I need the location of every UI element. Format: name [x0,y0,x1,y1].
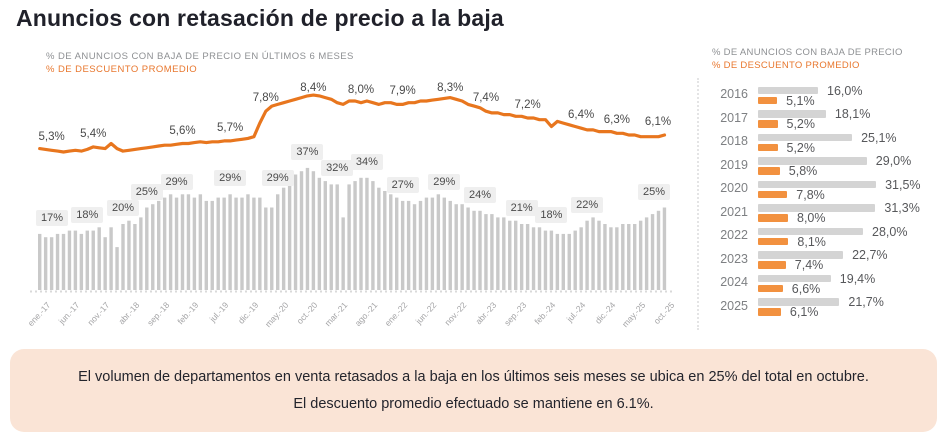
volume-bar [544,231,547,290]
bar-value-chip: 20% [107,200,139,216]
summary-callout [10,349,937,432]
volume-bar [62,234,65,290]
volume-bar [44,237,47,290]
volume-bar [175,198,178,290]
volume-bar [246,194,249,290]
volume-bar [211,201,214,290]
x-tick-label: may.-20 [262,300,291,330]
volume-bar [68,231,71,290]
volume-bar [466,208,469,291]
bar-value-chip: 18% [71,207,103,223]
year-discount-bar [758,167,780,175]
volume-bar [205,201,208,290]
year-bar-line [758,305,884,319]
x-tick-label: feb.-19 [175,300,201,327]
volume-bar [496,217,499,290]
volume-bar [443,198,446,290]
volume-bar [145,208,148,291]
bar-value-chip: 37% [291,144,323,160]
year-row [712,248,942,272]
year-share-bar-value: 25,1% [861,130,897,145]
year-discount-bar-value: 7,4% [794,258,824,272]
volume-bar [86,231,89,290]
volume-bar [234,198,237,290]
volume-bar [252,198,255,290]
volume-bar [121,224,124,290]
year-discount-bar [758,120,778,128]
volume-bar [282,188,285,290]
x-tick-label: oct.-20 [295,300,320,327]
year-bar-line [758,258,888,272]
volume-bar [633,224,636,290]
line-value-label: 6,4% [568,109,595,122]
volume-bar [413,204,416,290]
year-row [712,130,942,155]
volume-bar [193,198,196,290]
volume-bar [371,181,374,290]
year-row [712,177,942,202]
volume-bar [389,194,392,290]
line-value-label: 8,0% [347,83,375,96]
legend-line-label: % DE DESCUENTO PROMEDIO [46,64,198,75]
line-value-label: 7,9% [389,85,416,98]
panel-divider [697,78,699,330]
year-row [712,83,942,108]
year-row [712,271,942,296]
volume-bar [276,194,279,290]
year-share-bar-value: 31,3% [884,201,920,215]
volume-bar [568,234,571,290]
year-bar-line [758,177,921,192]
volume-bar [431,198,434,290]
year-bar-line [758,281,875,296]
bar-value-chip: 29% [262,170,294,186]
year-discount-bar-value: 8,0% [797,211,826,225]
volume-bar [585,221,588,290]
volume-bar [502,217,505,290]
volume-bar [139,217,142,290]
year-label: 2020 [720,181,748,195]
line-value-label: 7,4% [472,92,500,105]
volume-bar [359,178,362,290]
volume-bar [603,224,606,290]
year-bar-group [758,201,920,225]
main-chart-legend [46,50,354,76]
year-share-bar-value: 19,4% [839,271,876,286]
volume-bar [514,221,517,290]
year-bar-line [758,117,870,131]
volume-bar [455,204,458,290]
year-bar-line [758,187,921,202]
x-tick-label: jun.-17 [57,300,82,327]
year-discount-bar-value: 7,8% [796,187,825,202]
year-bar-line [758,164,911,178]
volume-bar [425,198,428,290]
year-bar-line [758,140,897,155]
volume-bar [98,227,101,290]
x-tick-label: ene.-22 [382,300,410,329]
year-label: 2024 [720,275,748,289]
volume-bar [300,171,303,290]
volume-bar [318,178,321,290]
volume-bar [270,208,273,291]
side-panel-legend [712,46,942,72]
line-value-label: 8,4% [300,82,327,94]
bar-value-chip: 25% [638,184,670,200]
volume-bar [407,201,410,290]
volume-bar [306,168,309,290]
discount-line [40,95,665,152]
volume-bar [615,227,618,290]
volume-bar [217,198,220,290]
year-bar-line [758,211,920,225]
line-value-label: 6,3% [603,114,630,127]
bar-value-chip: 34% [351,154,383,170]
bar-value-chip: 32% [321,160,353,176]
bar-value-chip: 17% [36,210,68,226]
volume-bar [187,194,190,290]
volume-bar [92,231,95,290]
year-share-bar-value: 18,1% [834,107,871,121]
volume-bar [133,224,136,290]
year-bar-line [758,234,907,249]
volume-bar [574,231,577,290]
bar-value-chip: 27% [387,177,419,193]
callout-line-2: El descuento promedio efectuado se mantiene en 6.1%. [293,396,654,412]
year-row [712,107,942,131]
volume-bar [312,171,315,290]
volume-bar [74,231,77,290]
year-discount-bar [758,261,786,269]
line-value-label: 7,8% [252,92,279,105]
volume-bar [163,198,166,290]
volume-bar [50,237,53,290]
year-discount-bar-value: 8,1% [797,234,826,249]
year-discount-bar [758,308,781,316]
line-value-label: 8,3% [437,82,464,94]
volume-bar [526,224,529,290]
year-discount-bar-value: 5,2% [786,117,815,131]
year-discount-bar [758,191,787,199]
year-label: 2019 [720,157,748,172]
volume-bar [365,178,368,290]
bar-value-chip: 18% [535,207,567,223]
x-tick-label: abr.-23 [473,300,499,327]
volume-bar [288,181,291,290]
volume-bar [460,204,463,290]
volume-bar [663,208,666,291]
bar-value-chip: 29% [428,174,460,190]
volume-bar [538,227,541,290]
year-share-bar-value: 16,0% [827,83,863,98]
year-bar-group [758,130,897,155]
year-share-bar-value: 22,7% [852,248,888,262]
year-discount-bar [758,285,783,293]
x-tick-label: dic.-19 [235,300,261,326]
volume-bar [353,181,356,290]
year-discount-bar-value: 5,1% [786,93,815,108]
page-title: Anuncios con retasación de precio a la baja [16,5,504,31]
line-value-label: 7,2% [514,99,541,111]
volume-bar [258,198,261,290]
volume-bar [657,211,660,290]
volume-bar [377,188,380,290]
volume-bar [591,217,594,290]
x-tick-label: dic.-24 [592,300,618,326]
year-bar-group [758,224,908,249]
x-tick-label: jul.-19 [207,300,231,324]
volume-bar [336,184,339,290]
year-share-bar-value: 31,5% [885,177,921,192]
year-share-bar-value: 21,7% [848,295,884,309]
year-bar-line [758,154,912,168]
volume-bar [222,198,225,290]
volume-bar [324,181,327,290]
volume-bar [228,194,231,290]
volume-bar [240,198,243,290]
yearly-bars [712,83,942,319]
x-tick-label: ene.-17 [25,300,53,329]
year-bar-line [758,130,897,145]
volume-bar [169,194,172,290]
volume-bar [341,217,344,290]
line-value-label: 5,4% [80,127,107,140]
volume-bar [472,211,475,290]
year-bar-line [758,224,908,239]
x-tick-label: oct.-25 [652,300,677,327]
volume-bar [127,221,130,290]
volume-bar [56,234,59,290]
year-bar-group [758,295,884,319]
year-label: 2022 [720,228,748,242]
volume-bar [264,208,267,291]
volume-bar [651,214,654,290]
yearly-summary-panel [712,46,942,321]
volume-bar [181,194,184,290]
year-discount-bar [758,97,777,105]
year-label: 2018 [720,134,748,148]
year-share-bar-value: 29,0% [875,154,912,168]
year-row [712,224,942,249]
year-bar-group [758,177,921,202]
year-discount-bar [758,144,778,152]
volume-bar [556,234,559,290]
year-bar-group [758,271,876,296]
year-label: 2017 [720,110,748,125]
volume-bar [151,204,154,290]
volume-bar [294,175,297,291]
year-label: 2021 [720,204,748,219]
year-row [712,201,942,225]
volume-bar [38,234,41,290]
bar-value-chip: 25% [131,184,163,200]
x-tick-label: nov.-17 [85,300,112,328]
volume-bar [419,201,422,290]
volume-bar [627,224,630,290]
volume-bar [383,191,386,290]
x-tick-label: may.-25 [619,300,648,330]
year-bar-line [758,93,862,108]
x-tick-label: mar.-21 [322,300,350,329]
volume-bar [109,227,112,290]
bar-value-chip: 29% [214,170,246,186]
year-bar-group [758,154,912,178]
year-bar-group [758,107,871,131]
volume-bar [508,221,511,290]
volume-bar [621,224,624,290]
year-share-bar-value: 28,0% [872,224,908,239]
x-tick-label: sep.-23 [501,300,529,328]
volume-bar [609,227,612,290]
price-drop-monthly-chart [25,80,677,345]
year-bar-line [758,201,920,215]
year-discount-bar-value: 6,6% [791,281,821,296]
volume-bar [330,184,333,290]
bar-value-chip: 21% [506,200,538,216]
volume-bar [550,231,553,290]
volume-bar [597,221,600,290]
bar-value-chip: 29% [161,174,193,190]
bar-value-chip: 24% [464,187,496,203]
volume-bar [157,201,160,290]
year-discount-bar-value: 6,1% [789,305,819,319]
year-label: 2016 [720,87,748,101]
volume-bar [490,214,493,290]
x-tick-label: abr.-18 [116,300,142,327]
x-tick-label: nov.-22 [442,300,469,328]
volume-bar [645,217,648,290]
side-legend-line-label: % DE DESCUENTO PROMEDIO [712,60,860,71]
volume-bar [520,224,523,290]
volume-bar [449,201,452,290]
year-bar-group [758,83,863,108]
year-discount-bar [758,214,788,222]
year-row [712,295,942,319]
volume-bar [639,221,642,290]
volume-bar [401,201,404,290]
volume-bar [532,227,535,290]
year-row [712,154,942,178]
year-label: 2023 [720,251,748,266]
volume-bar [199,194,202,290]
volume-bar [103,237,106,290]
x-tick-label: feb.-24 [532,300,558,327]
volume-bar [395,198,398,290]
side-legend-bars-label: % DE ANUNCIOS CON BAJA DE PRECIO [712,47,903,58]
year-bar-line [758,295,884,309]
volume-bar [437,194,440,290]
year-discount-bar-value: 5,2% [786,140,815,155]
year-discount-bar [758,238,788,246]
bar-value-chip: 22% [571,197,603,213]
line-value-label: 5,7% [216,121,244,134]
line-value-label: 5,6% [169,124,196,137]
year-bar-group [758,248,888,272]
volume-bar [478,211,481,290]
x-tick-label: jul.-24 [564,300,588,324]
year-discount-bar-value: 5,8% [788,164,818,178]
x-tick-label: ago.-21 [352,300,380,329]
callout-line-1: El volumen de departamentos en venta retasados a la baja en los últimos seis meses se ubica en 25% del total en octubre. [78,369,869,385]
year-label: 2025 [720,298,748,313]
line-value-label: 6,1% [644,116,672,128]
legend-bars-label: % DE ANUNCIOS CON BAJA DE PRECIO EN ÚLTIMOS 6 MESES [46,51,354,62]
volume-bar [484,214,487,290]
volume-bar [579,227,582,290]
x-tick-label: sep.-18 [144,300,172,328]
x-tick-label: jun.-22 [414,300,439,327]
line-value-label: 5,3% [38,131,65,144]
volume-bar [115,247,118,290]
volume-bar [347,184,350,290]
volume-bar [562,234,565,290]
volume-bar [80,234,83,290]
